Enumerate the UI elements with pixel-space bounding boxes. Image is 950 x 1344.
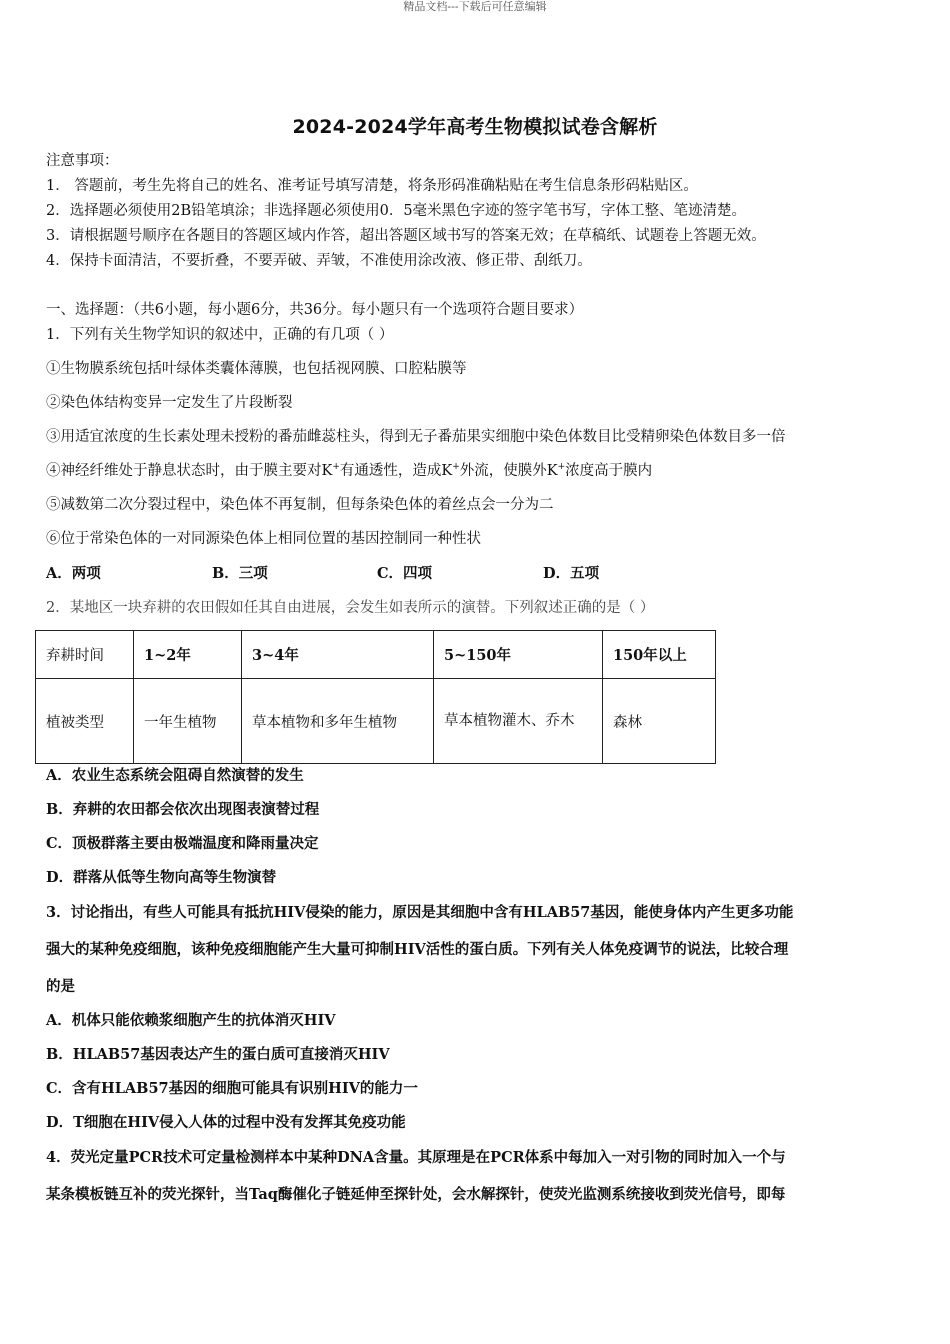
q1-option-d: D．五项 bbox=[543, 565, 600, 582]
q3-option-d: D．T细胞在HIV侵入人体的过程中没有发挥其免疫功能 bbox=[46, 1114, 406, 1131]
q3-option-c: C．含有HLAB57基因的细胞可能具有识别HIV的能力一 bbox=[46, 1080, 418, 1097]
q1-option-b: B．三项 bbox=[212, 565, 268, 582]
q2-option-c: C．顶极群落主要由极端温度和降雨量决定 bbox=[46, 835, 319, 852]
q3-option-b: B．HLAB57基因表达产生的蛋白质可直接消灭HIV bbox=[46, 1046, 390, 1063]
table-cell: 草本植物灌木、乔木 bbox=[434, 679, 603, 764]
superscript-plus: + bbox=[452, 462, 460, 473]
q1-s4-part-c: 外流，使膜外K bbox=[459, 463, 558, 479]
q3-stem-line-2: 强大的某种免疫细胞，该种免疫细胞能产生大量可抑制HIV活性的蛋白质。下列有关人体免疫调节的说法，比较合理 bbox=[46, 941, 789, 958]
notice-item-4: 4．保持卡面清洁，不要折叠，不要弄破、弄皱，不准使用涂改液、修正带、刮纸刀。 bbox=[46, 253, 592, 269]
section-heading: 一、选择题：（共6小题，每小题6分，共36分。每小题只有一个选项符合题目要求） bbox=[46, 302, 584, 318]
q1-statement-3: ③用适宜浓度的生长素处理未授粉的番茄雌蕊柱头，得到无子番茄果实细胞中染色体数目比受精卵染色体数目多一倍 bbox=[46, 429, 786, 445]
header-note: 精品文档---下载后可任意编辑 bbox=[403, 0, 547, 13]
q3-stem-line-3: 的是 bbox=[46, 978, 75, 995]
q1-s4-part-b: 有通透性，造成K bbox=[339, 463, 453, 479]
table-cell: 森林 bbox=[603, 679, 716, 764]
q1-option-c: C．四项 bbox=[377, 565, 433, 582]
q2-option-b: B．弃耕的农田都会依次出现图表演替过程 bbox=[46, 801, 320, 818]
q3-stem-line-1: 3．讨论指出，有些人可能具有抵抗HIV侵染的能力，原因是其细胞中含有HLAB57基因，能使身体内产生更多功能 bbox=[46, 904, 794, 921]
q4-stem-line-1: 4．荧光定量PCR技术可定量检测样本中某种DNA含量。其原理是在PCR体系中每加入一对引物的同时加入一个与 bbox=[46, 1149, 786, 1166]
notice-item-1: 1． 答题前，考生先将自己的姓名、准考证号填写清楚，将条形码准确粘贴在考生信息条形码粘贴区。 bbox=[46, 178, 698, 194]
q2-stem: 2．某地区一块弃耕的农田假如任其自由进展，会发生如表所示的演替。下列叙述正确的是（ ） bbox=[46, 600, 655, 616]
page-title: 2024-2024学年高考生物模拟试卷含解析 bbox=[292, 116, 658, 138]
table-cell: 植被类型 bbox=[36, 679, 134, 764]
notice-item-2: 2．选择题必须使用2B铅笔填涂；非选择题必须使用0．5毫米黑色字迹的签字笔书写，字体工整、笔迹清楚。 bbox=[46, 203, 747, 219]
table-cell: 草本植物和多年生植物 bbox=[242, 679, 434, 764]
table-cell: 150年以上 bbox=[603, 631, 716, 679]
superscript-plus: + bbox=[332, 462, 340, 473]
q1-s4-part-a: ④神经纤维处于静息状态时，由于膜主要对K bbox=[46, 463, 333, 479]
notice-item-3: 3．请根据题号顺序在各题目的答题区域内作答，超出答题区域书写的答案无效；在草稿纸、试题卷上答题无效。 bbox=[46, 228, 766, 244]
q1-statement-4 bbox=[46, 461, 652, 481]
q3-option-a: A．机体只能依赖浆细胞产生的抗体消灭HIV bbox=[46, 1012, 336, 1029]
q1-statement-6: ⑥位于常染色体的一对同源染色体上相同位置的基因控制同一种性状 bbox=[46, 531, 481, 547]
table-cell: 3~4年 bbox=[242, 631, 434, 679]
table-cell: 弃耕时间 bbox=[36, 631, 134, 679]
q1-option-a: A．两项 bbox=[46, 565, 101, 582]
q1-statement-1: ①生物膜系统包括叶绿体类囊体薄膜，也包括视网膜、口腔粘膜等 bbox=[46, 361, 467, 377]
q1-statement-2: ②染色体结构变异一定发生了片段断裂 bbox=[46, 395, 293, 411]
notice-heading: 注意事项： bbox=[46, 153, 119, 169]
superscript-plus: + bbox=[557, 462, 566, 473]
q1-s4-part-d: 浓度高于膜内 bbox=[565, 463, 653, 479]
succession-table bbox=[35, 630, 716, 764]
q2-option-d: D．群落从低等生物向高等生物演替 bbox=[46, 869, 277, 886]
q1-stem: 1．下列有关生物学知识的叙述中，正确的有几项（ ） bbox=[46, 327, 394, 343]
table-cell: 5~150年 bbox=[434, 631, 603, 679]
table-row bbox=[36, 631, 716, 679]
table-cell: 1~2年 bbox=[134, 631, 242, 679]
table-row bbox=[36, 679, 716, 764]
q1-statement-5: ⑤减数第二次分裂过程中，染色体不再复制，但每条染色体的着丝点会一分为二 bbox=[46, 497, 554, 513]
table-cell: 一年生植物 bbox=[134, 679, 242, 764]
q4-stem-line-2: 某条模板链互补的荧光探针，当Taq酶催化子链延伸至探针处，会水解探针，使荧光监测系统接收到荧光信号，即每 bbox=[46, 1186, 786, 1203]
q2-option-a: A．农业生态系统会阻碍自然演替的发生 bbox=[46, 767, 304, 784]
